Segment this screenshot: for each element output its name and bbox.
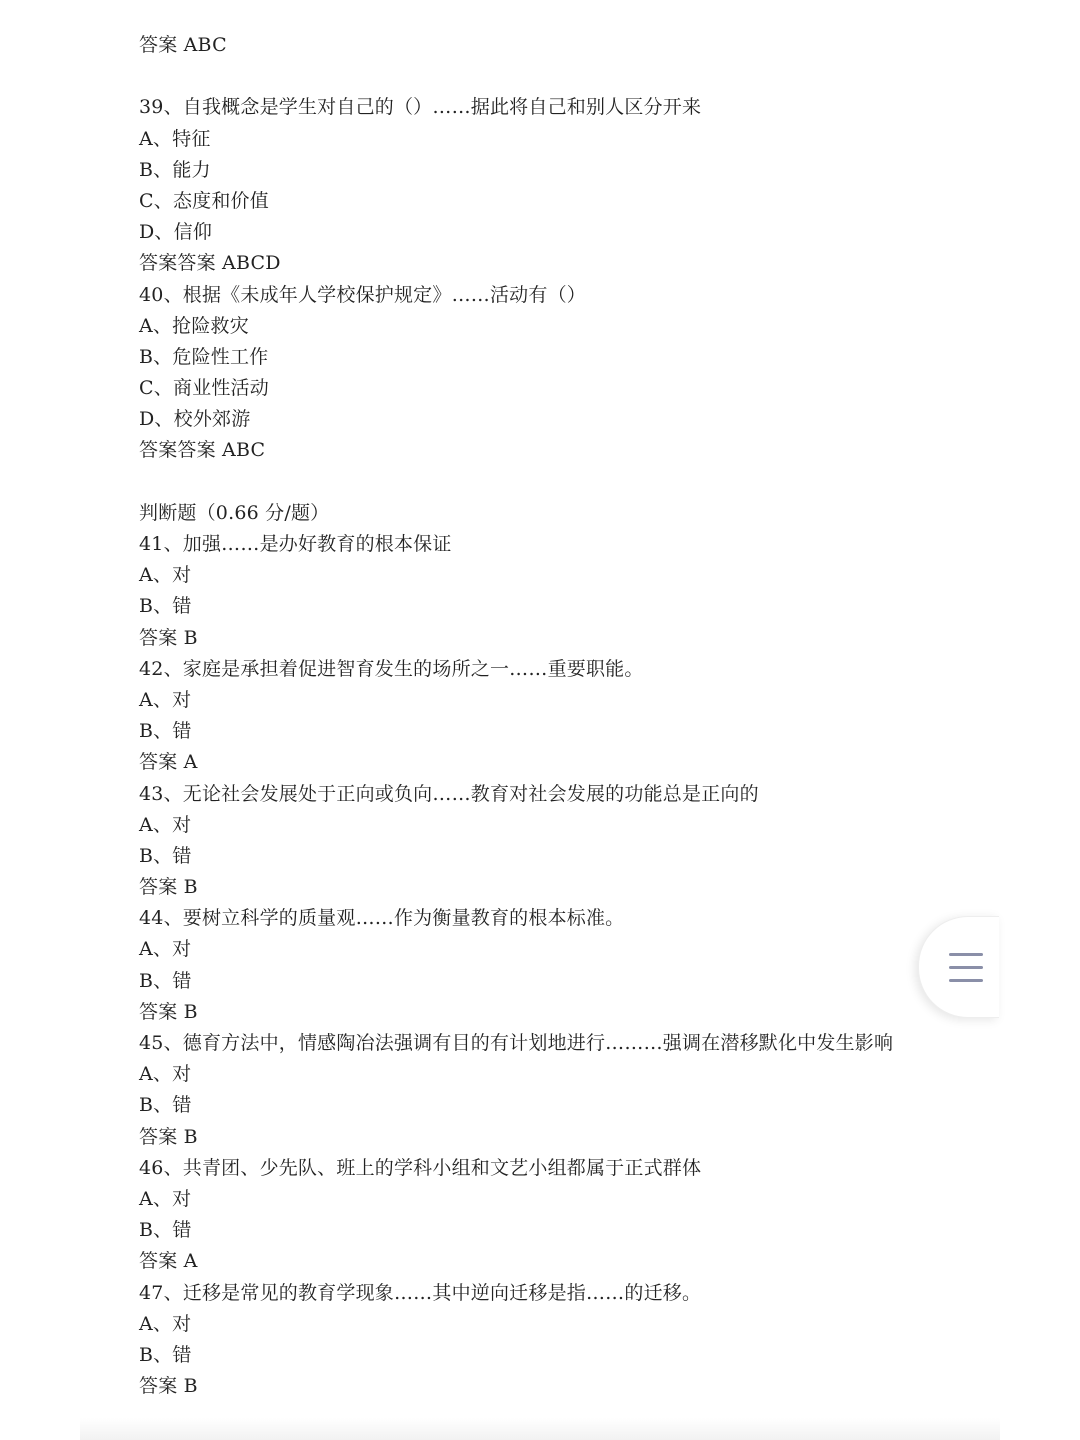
option-line: B、错 [139, 1343, 192, 1366]
option-line: D、信仰 [139, 221, 213, 244]
question-line: 42、家庭是承担着促进智育发生的场所之一……重要职能。 [139, 657, 644, 680]
option-line: A、特征 [139, 127, 211, 150]
option-line: B、错 [139, 1094, 192, 1117]
question-line: 46、共青团、少先队、班上的学科小组和文艺小组都属于正式群体 [139, 1156, 702, 1179]
question-line: 43、无论社会发展处于正向或负向……教育对社会发展的功能总是正向的 [139, 782, 759, 805]
answer-line: 答案 B [139, 626, 198, 649]
hamburger-menu-icon [949, 979, 983, 982]
option-line: C、态度和价值 [139, 189, 269, 212]
question-line: 40、根据《未成年人学校保护规定》……活动有（） [139, 283, 586, 306]
question-line: 44、要树立科学的质量观……作为衡量教育的根本标准。 [139, 907, 625, 930]
option-line: B、危险性工作 [139, 345, 269, 368]
option-line: C、商业性活动 [139, 377, 269, 400]
answer-line: 答案 B [139, 1125, 198, 1148]
answer-line: 答案 B [139, 1000, 198, 1023]
question-line: 45、德育方法中，情感陶冶法强调有目的有计划地进行………强调在潜移默化中发生影响 [139, 1032, 894, 1054]
answer-line: 答案 ABC [139, 34, 227, 56]
question-line: 39、自我概念是学生对自己的（）……据此将自己和别人区分开来 [139, 96, 702, 119]
answer-line: 答案答案 ABCD [139, 252, 281, 275]
option-line: A、对 [139, 938, 192, 961]
option-line: A、对 [139, 564, 192, 587]
option-line: B、错 [139, 720, 192, 743]
document-lines [139, 30, 999, 1402]
option-line: A、对 [139, 688, 192, 711]
blank-line [139, 467, 999, 498]
section-line: 判断题（0.66 分/题） [139, 501, 330, 524]
option-line: B、错 [139, 1219, 192, 1242]
option-line: B、能力 [139, 158, 211, 181]
answer-line: 答案 B [139, 876, 198, 899]
option-line: A、对 [139, 813, 192, 836]
option-line: A、对 [139, 1312, 192, 1335]
option-line: B、错 [139, 844, 192, 867]
option-line: A、抢险救灾 [139, 314, 249, 337]
answer-line: 答案 A [139, 751, 198, 774]
answer-line: 答案 B [139, 1375, 198, 1398]
question-line: 47、迁移是常见的教育学现象……其中逆向迁移是指……的迁移。 [139, 1281, 702, 1304]
bottom-edge [80, 1418, 1000, 1440]
option-line: A、对 [139, 1187, 192, 1210]
hamburger-menu-icon [949, 966, 983, 969]
hamburger-menu-icon [949, 953, 983, 956]
document-page [139, 30, 999, 1402]
answer-line: 答案答案 ABC [139, 439, 266, 462]
option-line: B、错 [139, 595, 192, 618]
option-line: B、错 [139, 969, 192, 992]
question-line: 41、加强……是办好教育的根本保证 [139, 533, 452, 555]
option-line: A、对 [139, 1063, 192, 1086]
option-line: D、校外郊游 [139, 408, 251, 431]
answer-line: 答案 A [139, 1250, 198, 1273]
blank-line [139, 61, 999, 92]
